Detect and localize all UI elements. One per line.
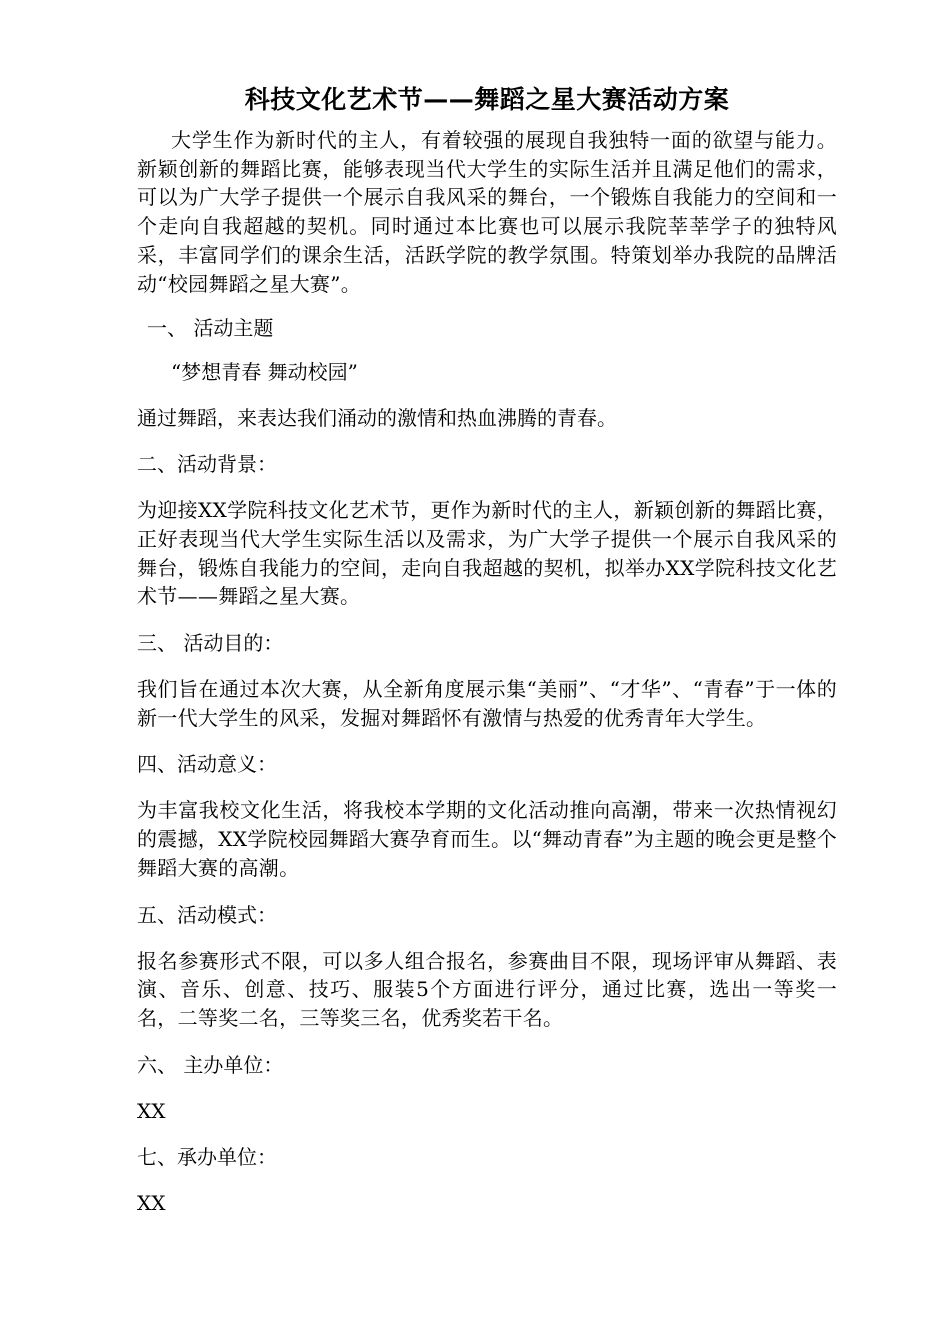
theme-slogan: “梦想青春 舞动校园” — [171, 360, 358, 385]
host-value: XX — [137, 1190, 166, 1215]
purpose-paragraph: 我们旨在通过本次大赛，从全新角度展示集“美丽”、“才华”、“青春”于一体的新一代大学生的风采，发掘对舞蹈怀有激情与热爱的优秀青年大学生。 — [137, 677, 837, 730]
background-paragraph: 为迎接XX学院科技文化艺术节，更作为新时代的主人，新颖创新的舞蹈比赛，正好表现当代大学生实际生活以及需求，为广大学子提供一个展示自我风采的舞台，锻炼自我能力的空间，走向自我超越的契机，拟举办XX学院科技文化艺术节——舞蹈之星大赛。 — [137, 498, 837, 609]
section-heading-purpose: 三、 活动目的： — [137, 631, 284, 656]
theme-description: 通过舞蹈，来表达我们涌动的激情和热血沸腾的青春。 — [137, 406, 617, 431]
organizer-value: XX — [137, 1098, 166, 1123]
document-title: 科技文化艺术节——舞蹈之星大赛活动方案 — [244, 85, 730, 114]
significance-paragraph: 为丰富我校文化生活，将我校本学期的文化活动推向高潮，带来一次热情视幻的震撼，XX学院校园舞蹈大赛孕育而生。以“舞动青春”为主题的晚会更是整个舞蹈大赛的高潮。 — [137, 798, 837, 880]
section-heading-mode: 五、活动模式： — [137, 902, 277, 927]
mode-paragraph: 报名参赛形式不限，可以多人组合报名，参赛曲目不限，现场评审从舞蹈、表演、音乐、创意、技巧、服装5个方面进行评分，通过比赛，选出一等奖一名，二等奖二名，三等奖三名，优秀奖若干名。 — [137, 948, 837, 1030]
section-heading-theme: 一、 活动主题 — [147, 316, 274, 341]
section-heading-significance: 四、活动意义： — [137, 752, 277, 777]
section-heading-organizer: 六、 主办单位： — [137, 1052, 284, 1077]
intro-paragraph: 大学生作为新时代的主人，有着较强的展现自我独特一面的欲望与能力。新颖创新的舞蹈比赛，能够表现当代大学生的实际生活并且满足他们的需求，可以为广大学子提供一个展示自我风采的舞台，一个锻炼自我能力的空间和一个走向自我超越的契机。同时通过本比赛也可以展示我院莘莘学子的独特风采，丰富同学们的课余生活，活跃学院的教学氛围。特策划举办我院的品牌活动“校园舞蹈之星大赛”。 — [137, 128, 837, 296]
section-heading-background: 二、活动背景： — [137, 452, 277, 477]
document-page — [137, 82, 837, 1217]
section-heading-host: 七、承办单位： — [137, 1144, 277, 1169]
